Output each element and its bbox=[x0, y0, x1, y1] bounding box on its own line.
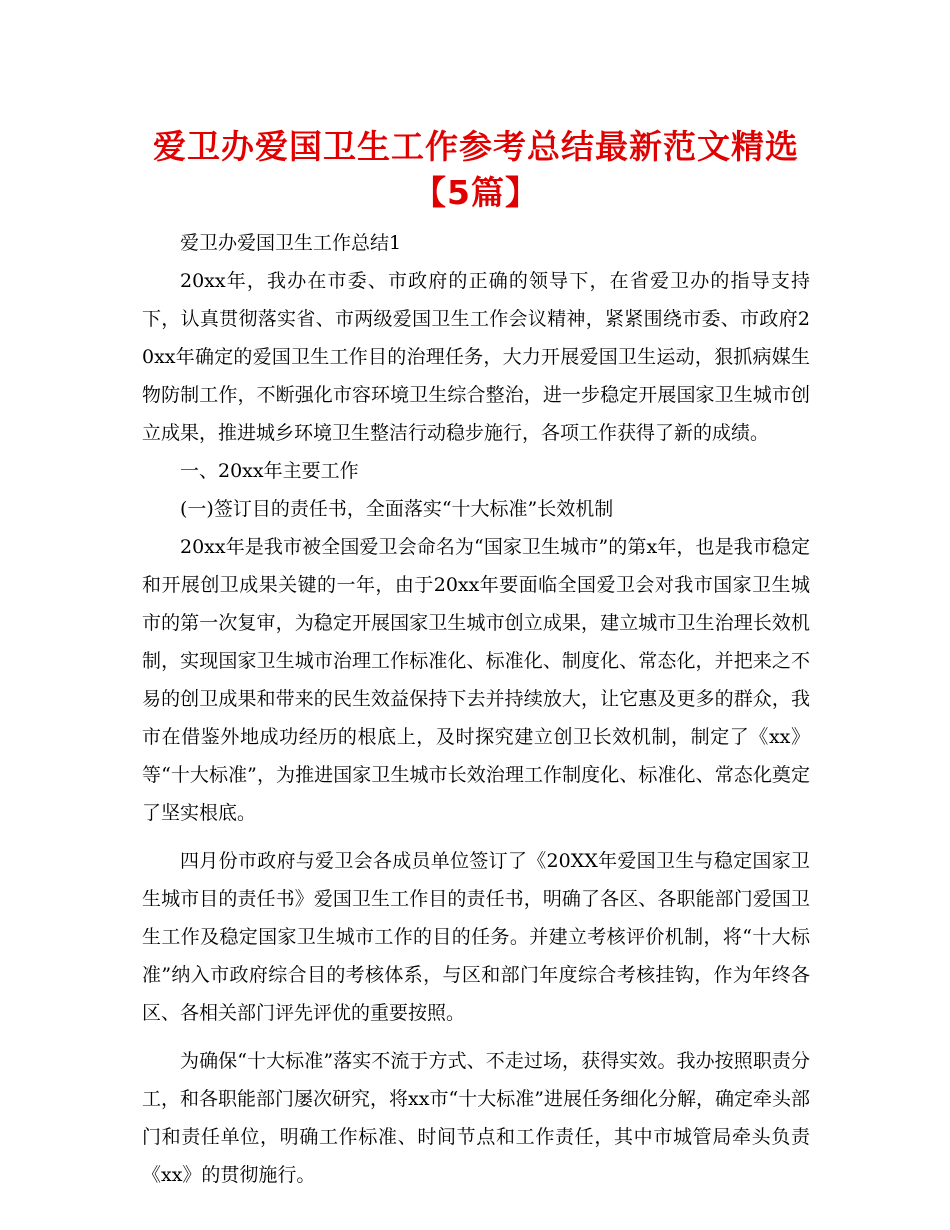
document-title: 爱卫办爱国卫生工作参考总结最新范文精选【5篇】 bbox=[153, 127, 799, 212]
document-body bbox=[142, 224, 810, 1194]
body-paragraph: 20xx年是我市被全国爱卫会命名为“国家卫生城市”的第x年，也是我市稳定和开展创卫成果关键的一年，由于20xx年要面临全国爱卫会对我市国家卫生城市的第一次复审，为稳定开展国家卫生城市创立成果，建立城市卫生治理长效机制，实现国家卫生城市治理工作标准化、标准化、制度化、常态化，并把来之不易的创卫成果和带来的民生效益保持下去并持续放大，让它惠及更多的群众，我市在借鉴外地成功经历的根底上，及时探究建立创卫长效机制，制定了《xx》等“十大标准”，为推进国家卫生城市长效治理工作制度化、标准化、常态化奠定了坚实根底。 bbox=[142, 536, 810, 824]
subsection-heading: (一)签订目的责任书，全面落实“十大标准”长效机制 bbox=[180, 498, 614, 520]
body-paragraph: 为确保“十大标准”落实不流于方式、不走过场，获得实效。我办按照职责分工，和各职能部门屡次研究，将xx市“十大标准”进展任务细化分解，确定牵头部门和责任单位，明确工作标准、时间节点和工作责任，其中市城管局牵头负责《xx》的贯彻施行。 bbox=[142, 1050, 810, 1186]
body-paragraph: 20xx年，我办在市委、市政府的正确的领导下，在省爱卫办的指导支持下，认真贯彻落实省、市两级爱国卫生工作会议精神，紧紧围绕市委、市政府20xx年确定的爱国卫生工作目的治理任务，大力开展爱国卫生运动，狠抓病媒生物防制工作，不断强化市容环境卫生综合整治，进一步稳定开展国家卫生城市创立成果，推进城乡环境卫生整洁行动稳步施行，各项工作获得了新的成绩。 bbox=[142, 270, 810, 444]
section-heading: 爱卫办爱国卫生工作总结1 bbox=[180, 232, 402, 254]
body-paragraph: 四月份市政府与爱卫会各成员单位签订了《20XX年爱国卫生与稳定国家卫生城市目的责任书》爱国卫生工作目的责任书，明确了各区、各职能部门爱国卫生工作及稳定国家卫生城市工作的目的任务。并建立考核评价机制，将“十大标准”纳入市政府综合目的考核体系，与区和部门年度综合考核挂钩，作为年终各区、各相关部门评先评优的重要按照。 bbox=[142, 850, 810, 1024]
section-heading: 一、20xx年主要工作 bbox=[180, 460, 359, 482]
